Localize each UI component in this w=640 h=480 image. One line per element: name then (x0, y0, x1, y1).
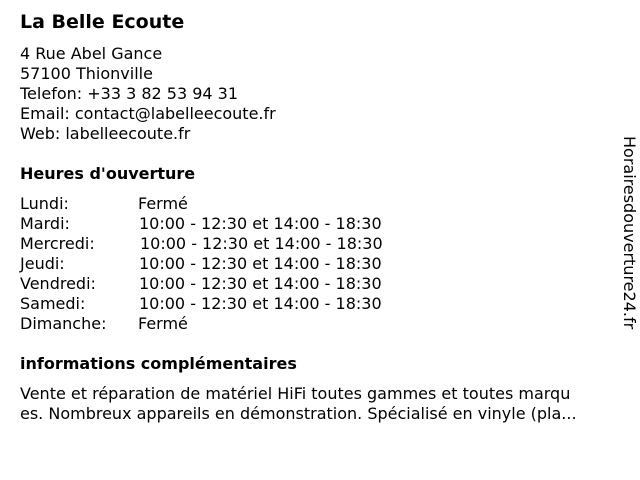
hours-tuesday: 10:00 - 12:30 et 14:00 - 18:30 (139, 214, 382, 233)
day-label-sunday: Dimanche: (20, 314, 107, 333)
day-label-tuesday: Mardi: (20, 214, 70, 233)
hours-wednesday: 10:00 - 12:30 et 14:00 - 18:30 (140, 234, 383, 253)
day-label-monday: Lundi: (20, 194, 69, 213)
info-text-line-2: es. Nombreux appareils en démonstration. Spécialisé en vinyle (pla... (20, 404, 577, 423)
hours-monday: Fermé (138, 194, 188, 213)
info-heading: informations complémentaires (20, 354, 297, 373)
day-label-saturday: Samedi: (20, 294, 86, 313)
side-brand-watermark (611, 136, 640, 346)
hours-saturday: 10:00 - 12:30 et 14:00 - 18:30 (139, 294, 382, 313)
business-name: La Belle Ecoute (20, 11, 185, 33)
day-label-thursday: Jeudi: (20, 254, 65, 273)
day-label-friday: Vendredi: (20, 274, 96, 293)
web-text: Web: labelleecoute.fr (20, 124, 191, 143)
day-label-wednesday: Mercredi: (20, 234, 95, 253)
email-text: Email: contact@labelleecoute.fr (20, 104, 276, 123)
side-brand-text: Horairesdouverture24.fr (620, 136, 639, 330)
address-city: 57100 Thionville (20, 64, 153, 83)
phone-text: Telefon: +33 3 82 53 94 31 (20, 84, 239, 103)
hours-sunday: Fermé (138, 314, 188, 333)
hours-heading: Heures d'ouverture (20, 164, 196, 183)
hours-thursday: 10:00 - 12:30 et 14:00 - 18:30 (139, 254, 382, 273)
address-street: 4 Rue Abel Gance (20, 44, 163, 63)
hours-friday: 10:00 - 12:30 et 14:00 - 18:30 (139, 274, 382, 293)
info-text-line-1: Vente et réparation de matériel HiFi toutes gammes et toutes marqu (20, 384, 571, 403)
